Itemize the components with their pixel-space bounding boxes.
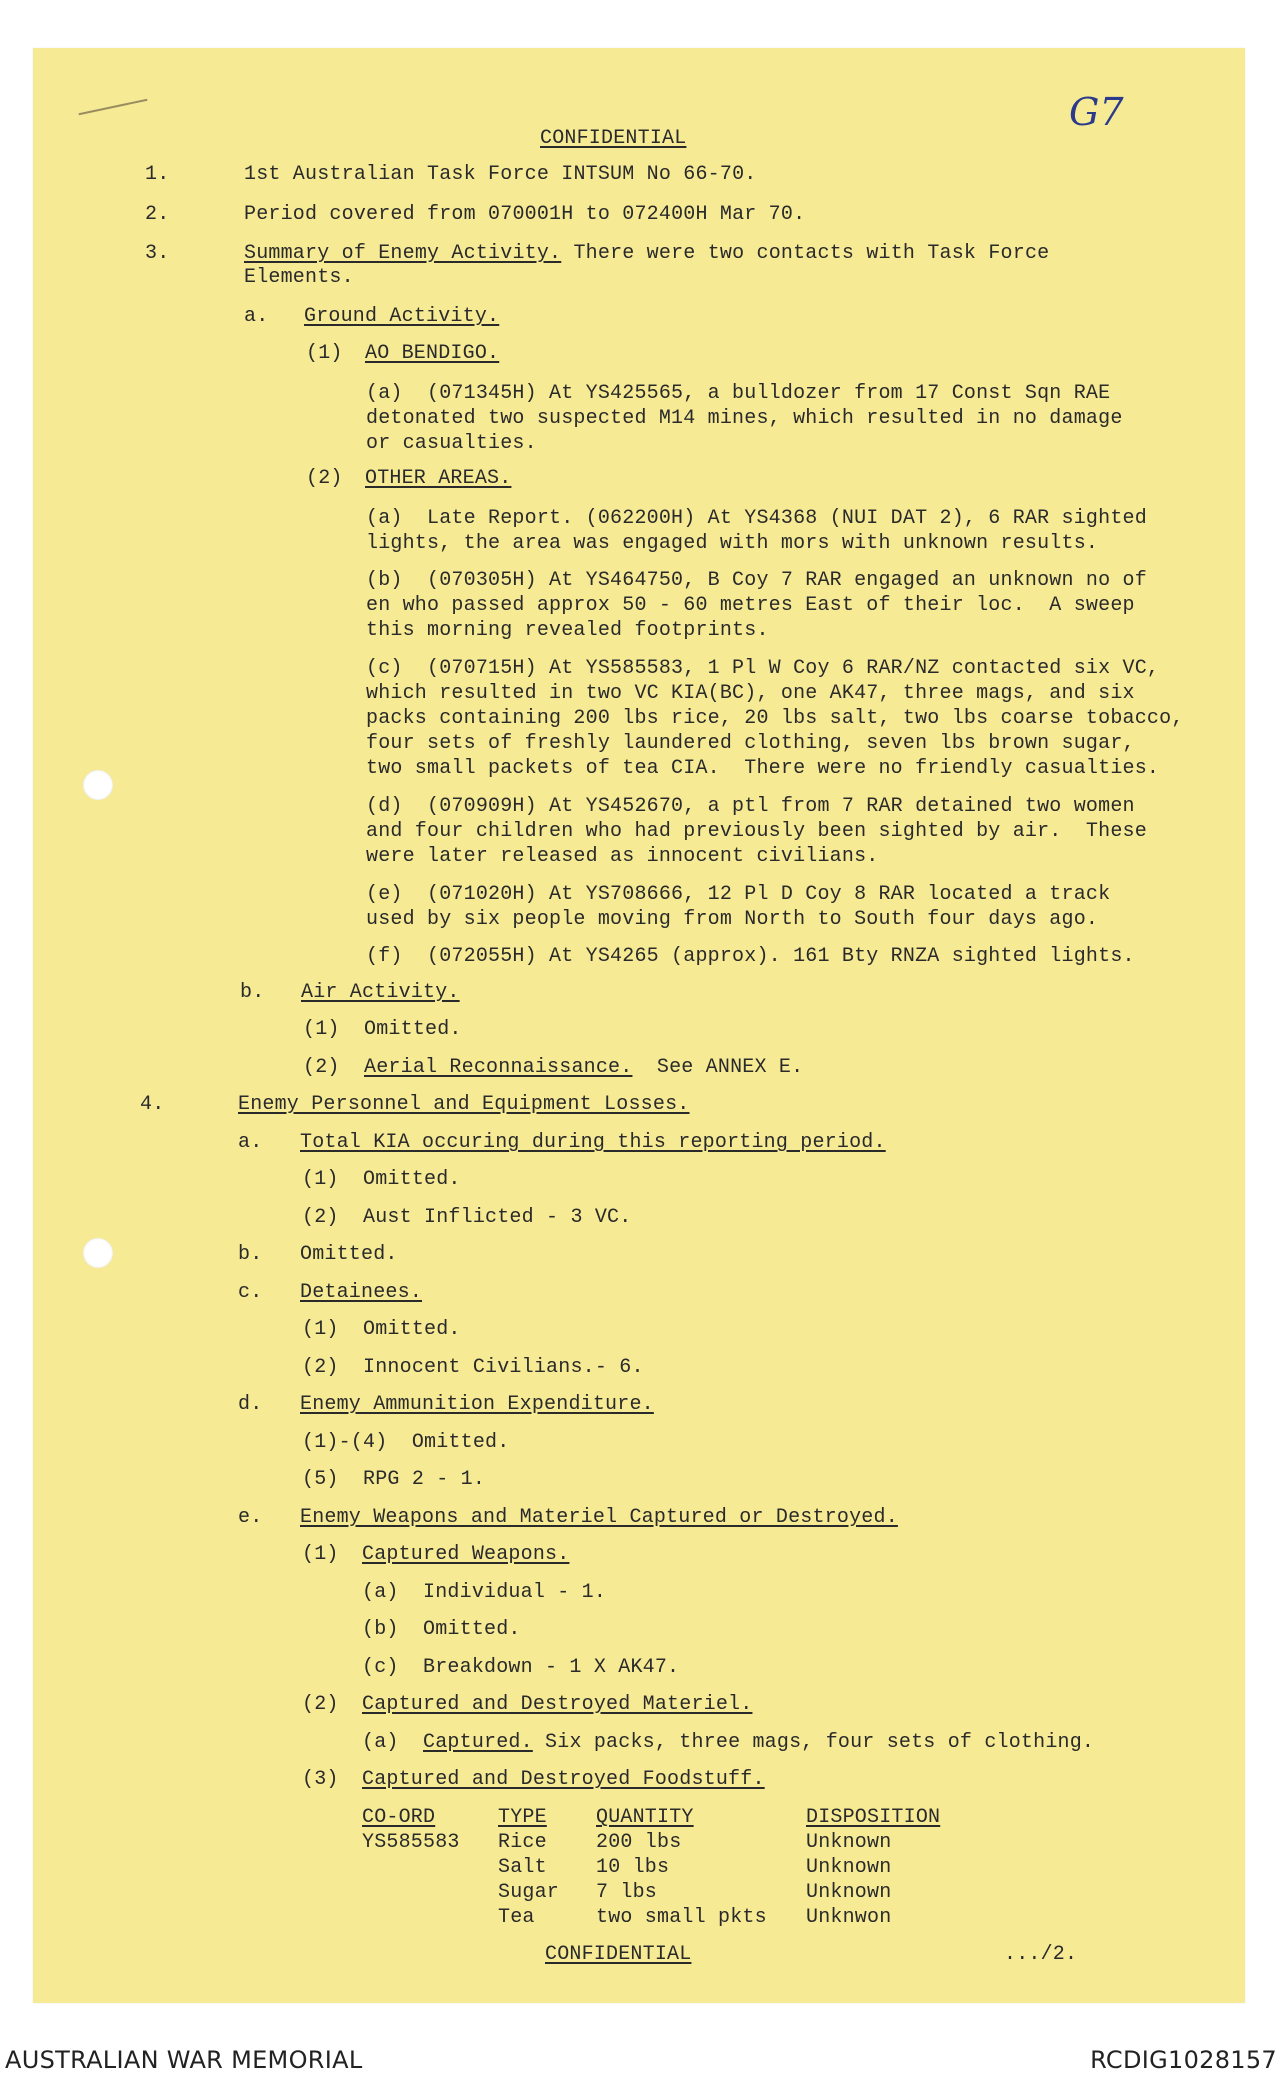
table-cell-type: Rice [498, 1831, 547, 1854]
handwritten-folio-number: G7 [1069, 90, 1124, 134]
table-cell-type: Salt [498, 1856, 547, 1879]
item-text: (1) Omitted. [303, 1018, 462, 1041]
subsection-heading: Total KIA occuring during this reporting period. [300, 1131, 886, 1154]
report-line: en who passed approx 50 - 60 metres East of their loc. A sweep [366, 594, 1135, 617]
pencil-mark [79, 99, 148, 116]
item-text: (1)-(4) Omitted. [302, 1431, 510, 1454]
captured-materiel-line [362, 1730, 1094, 1755]
subsection-label: c. [238, 1281, 263, 1304]
subitem-text: (a) Individual - 1. [362, 1581, 607, 1604]
table-cell-type: Tea [498, 1906, 535, 1929]
item-label: (1) [306, 342, 343, 365]
subsection-text: Omitted. [300, 1243, 398, 1266]
punch-hole-top [83, 770, 113, 800]
section-summary [244, 241, 1049, 266]
table-cell-disposition: Unknown [806, 1831, 892, 1854]
report-line: or casualties. [366, 432, 537, 455]
para-number: 1. [145, 163, 170, 186]
para-number: 2. [145, 203, 170, 226]
subsection-heading: Enemy Ammunition Expenditure. [300, 1393, 654, 1416]
report-line: (c) (070715H) At YS585583, 1 Pl W Coy 6 RAR/NZ contacted six VC, [366, 657, 1160, 680]
table-cell-disposition: Unknown [806, 1881, 892, 1904]
period-covered: Period covered from 070001H to 072400H Mar 70. [244, 203, 806, 226]
item-text: (2) Innocent Civilians.- 6. [302, 1356, 644, 1379]
table-cell-type: Sugar [498, 1881, 560, 1904]
para-number: 4. [140, 1093, 165, 1116]
section-text: There were two contacts with Task Force [561, 242, 1050, 265]
table-header-coord: CO-ORD [362, 1806, 436, 1829]
item-text: (5) RPG 2 - 1. [302, 1468, 486, 1491]
subitem-text: Six packs, three mags, four sets of clothing. [532, 1731, 1095, 1754]
subitem-label: (a) [362, 1731, 399, 1754]
subsection-label: b. [238, 1243, 263, 1266]
item-heading: OTHER AREAS. [365, 467, 512, 490]
report-line: (d) (070909H) At YS452670, a ptl from 7 RAR detained two women [366, 795, 1135, 818]
subsection-label: e. [238, 1506, 263, 1529]
classification-header: CONFIDENTIAL [540, 127, 687, 150]
table-cell-quantity: two small pkts [596, 1906, 767, 1929]
report-line: this morning revealed footprints. [366, 619, 769, 642]
table-cell-quantity: 200 lbs [596, 1831, 682, 1854]
continuation-marker: .../2. [1004, 1943, 1078, 1966]
report-line: detonated two suspected M14 mines, which resulted in no damage [366, 407, 1123, 430]
subitem-text: (c) Breakdown - 1 X AK47. [362, 1656, 680, 1679]
item-heading: Aerial Reconnaissance. [364, 1056, 633, 1079]
report-line: four sets of freshly laundered clothing, seven lbs brown sugar, [366, 732, 1135, 755]
item-text: See ANNEX E. [632, 1056, 804, 1079]
item-text: (1) Omitted. [302, 1318, 461, 1341]
table-cell-coord: YS585583 [362, 1831, 460, 1854]
subsection-label: d. [238, 1393, 263, 1416]
report-line: used by six people moving from North to South four days ago. [366, 908, 1099, 931]
table-header-disposition: DISPOSITION [806, 1806, 941, 1829]
subsection-heading: Detainees. [300, 1281, 423, 1304]
archive-caption-left: AUSTRALIAN WAR MEMORIAL [5, 2046, 363, 2074]
report-line: (f) (072055H) At YS4265 (approx). 161 Bty RNZA sighted lights. [366, 945, 1135, 968]
section-heading: Summary of Enemy Activity. [244, 242, 562, 265]
report-line: (e) (071020H) At YS708666, 12 Pl D Coy 8 RAR located a track [366, 883, 1111, 906]
table-cell-disposition: Unknwon [806, 1906, 892, 1929]
archive-caption-right: RCDIG1028157 [1090, 2046, 1277, 2074]
item-label: (2) [306, 467, 343, 490]
subsection-heading: Air Activity. [301, 981, 460, 1004]
report-line: (b) (070305H) At YS464750, B Coy 7 RAR engaged an unknown no of [366, 569, 1147, 592]
item-label: (1) [302, 1543, 339, 1566]
subsection-label: b. [240, 981, 265, 1004]
report-line: which resulted in two VC KIA(BC), one AK47, three mags, and six [366, 682, 1135, 705]
item-heading: Captured and Destroyed Materiel. [362, 1693, 753, 1716]
subsection-heading: Enemy Weapons and Materiel Captured or Destroyed. [300, 1506, 898, 1529]
section-text: Elements. [244, 266, 354, 289]
subitem-text: (b) Omitted. [362, 1618, 521, 1641]
item-heading: Captured and Destroyed Foodstuff. [362, 1768, 765, 1791]
intsum-title: 1st Australian Task Force INTSUM No 66-70. [244, 163, 757, 186]
classification-footer: CONFIDENTIAL [545, 1943, 692, 1966]
subitem-heading: Captured. [423, 1731, 533, 1754]
table-header-type: TYPE [498, 1806, 547, 1829]
report-line: two small packets of tea CIA. There were no friendly casualties. [366, 757, 1160, 780]
item-heading: Captured Weapons. [362, 1543, 570, 1566]
punch-hole-bottom [83, 1238, 113, 1268]
report-line: (a) (071345H) At YS425565, a bulldozer from 17 Const Sqn RAE [366, 382, 1111, 405]
subsection-label: a. [244, 305, 269, 328]
item-label: (2) [303, 1056, 340, 1079]
table-cell-quantity: 7 lbs [596, 1881, 658, 1904]
report-line: packs containing 200 lbs rice, 20 lbs salt, two lbs coarse tobacco, [366, 707, 1184, 730]
report-line: (a) Late Report. (062200H) At YS4368 (NUI DAT 2), 6 RAR sighted [366, 507, 1147, 530]
table-cell-disposition: Unknown [806, 1856, 892, 1879]
item-heading: AO BENDIGO. [365, 342, 500, 365]
para-number: 3. [145, 242, 170, 265]
table-header-quantity: QUANTITY [596, 1806, 694, 1829]
section-heading: Enemy Personnel and Equipment Losses. [238, 1093, 690, 1116]
subsection-heading: Ground Activity. [304, 305, 500, 328]
item-text: (2) Aust Inflicted - 3 VC. [302, 1206, 632, 1229]
report-line: were later released as innocent civilians. [366, 845, 879, 868]
table-cell-quantity: 10 lbs [596, 1856, 670, 1879]
report-line: lights, the area was engaged with mors with unknown results. [366, 532, 1099, 555]
item-aerial-recce [303, 1055, 803, 1080]
report-line: and four children who had previously been sighted by air. These [366, 820, 1147, 843]
item-label: (3) [302, 1768, 339, 1791]
item-label: (2) [302, 1693, 339, 1716]
item-text: (1) Omitted. [302, 1168, 461, 1191]
subsection-label: a. [238, 1131, 263, 1154]
